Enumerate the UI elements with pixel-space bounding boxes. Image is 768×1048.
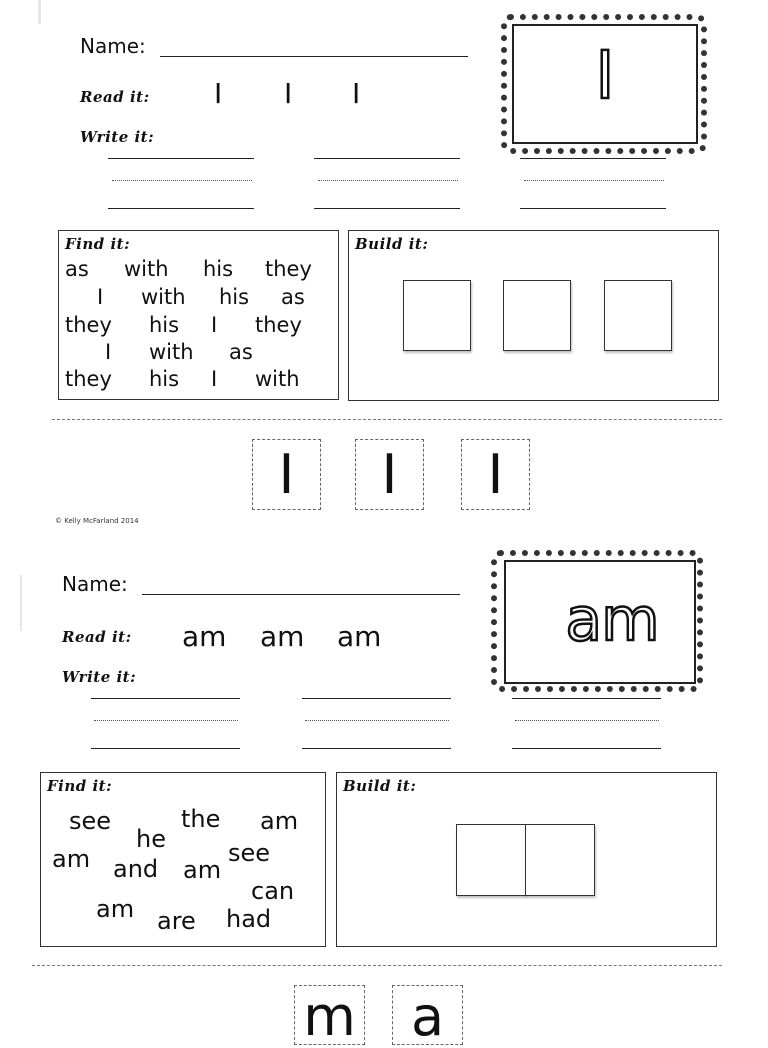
find-it-panel	[40, 772, 326, 947]
copyright-note: © Kelly McFarland 2014	[55, 517, 139, 525]
name-label: Name:	[62, 572, 128, 596]
cut-line	[32, 965, 722, 966]
read-word: I	[284, 77, 293, 110]
write-mid-line	[112, 172, 252, 181]
letter-card[interactable]	[461, 439, 530, 510]
write-mid-line	[305, 712, 449, 721]
find-word[interactable]: am	[183, 856, 222, 884]
find-word[interactable]: they	[65, 313, 112, 337]
letter-card[interactable]	[392, 985, 463, 1048]
letter-card[interactable]	[252, 439, 321, 510]
build-box[interactable]	[403, 280, 471, 351]
letter-card-glyph: I	[487, 442, 504, 506]
find-word[interactable]: I	[211, 367, 218, 391]
find-word[interactable]: as	[281, 285, 305, 309]
find-word[interactable]: had	[226, 905, 272, 933]
build-box[interactable]	[604, 280, 672, 351]
read-word: I	[352, 77, 361, 110]
featured-word-box	[504, 560, 696, 684]
find-word[interactable]: with	[149, 340, 194, 364]
find-word[interactable]: the	[181, 805, 221, 833]
find-word[interactable]: and	[113, 855, 159, 883]
write-base-line	[91, 738, 240, 749]
find-word[interactable]: am	[96, 895, 135, 923]
name-line[interactable]	[142, 574, 460, 595]
write-top-line	[314, 148, 460, 159]
find-word[interactable]: am	[52, 845, 91, 873]
read-word: am	[260, 620, 305, 653]
write-top-line	[302, 688, 451, 699]
find-it-panel	[58, 230, 339, 400]
build-box[interactable]	[525, 824, 595, 896]
find-word[interactable]: he	[136, 825, 166, 853]
featured-word: I	[595, 37, 615, 114]
featured-word: am	[565, 585, 659, 655]
find-word[interactable]: they	[65, 367, 112, 391]
page-edge-mark	[20, 575, 22, 631]
find-it-label: Find it:	[65, 235, 131, 253]
write-base-line	[314, 198, 460, 209]
find-word[interactable]: his	[203, 257, 234, 281]
build-it-label: Build it:	[343, 777, 417, 795]
write-base-line	[108, 198, 254, 209]
find-word[interactable]: his	[219, 285, 250, 309]
write-base-line	[302, 738, 451, 749]
find-word[interactable]: his	[149, 367, 180, 391]
write-top-line	[108, 148, 254, 159]
find-word[interactable]: am	[260, 807, 299, 835]
find-it-label: Find it:	[47, 777, 113, 795]
letter-card-glyph: a	[410, 985, 445, 1048]
write-it-label: Write it:	[80, 128, 155, 146]
find-word[interactable]: see	[69, 807, 112, 835]
find-word[interactable]: they	[265, 257, 312, 281]
read-it-label: Read it:	[80, 88, 150, 106]
write-mid-line	[94, 712, 238, 721]
find-word[interactable]: as	[65, 257, 89, 281]
find-word[interactable]: are	[157, 907, 196, 935]
write-base-line	[520, 198, 666, 209]
find-word[interactable]: I	[97, 285, 104, 309]
write-mid-line	[515, 712, 659, 721]
letter-card[interactable]	[294, 985, 365, 1048]
find-word[interactable]: with	[141, 285, 186, 309]
build-it-label: Build it:	[355, 235, 429, 253]
write-top-line	[91, 688, 240, 699]
read-word: am	[337, 620, 382, 653]
letter-card-glyph: m	[303, 985, 356, 1048]
write-it-label: Write it:	[62, 668, 137, 686]
write-mid-line	[524, 172, 664, 181]
cut-line	[52, 419, 722, 420]
build-box[interactable]	[456, 824, 526, 896]
find-word[interactable]: I	[211, 313, 218, 337]
name-label: Name:	[80, 34, 146, 58]
letter-card[interactable]	[355, 439, 424, 510]
read-word: am	[182, 620, 227, 653]
read-it-label: Read it:	[62, 628, 132, 646]
write-mid-line	[318, 172, 458, 181]
build-box[interactable]	[503, 280, 571, 351]
read-word: I	[214, 77, 223, 110]
name-line[interactable]	[160, 36, 468, 57]
find-word[interactable]: see	[228, 839, 271, 867]
page-edge-mark	[38, 0, 41, 24]
find-word[interactable]: with	[255, 367, 300, 391]
letter-card-glyph: I	[278, 442, 295, 506]
letter-card-glyph: I	[381, 442, 398, 506]
write-base-line	[512, 738, 661, 749]
find-word[interactable]: I	[105, 340, 112, 364]
featured-word-box	[512, 24, 698, 144]
find-word[interactable]: can	[251, 877, 295, 905]
find-word[interactable]: with	[124, 257, 169, 281]
find-word[interactable]: as	[229, 340, 253, 364]
find-word[interactable]: his	[149, 313, 180, 337]
find-word[interactable]: they	[255, 313, 302, 337]
